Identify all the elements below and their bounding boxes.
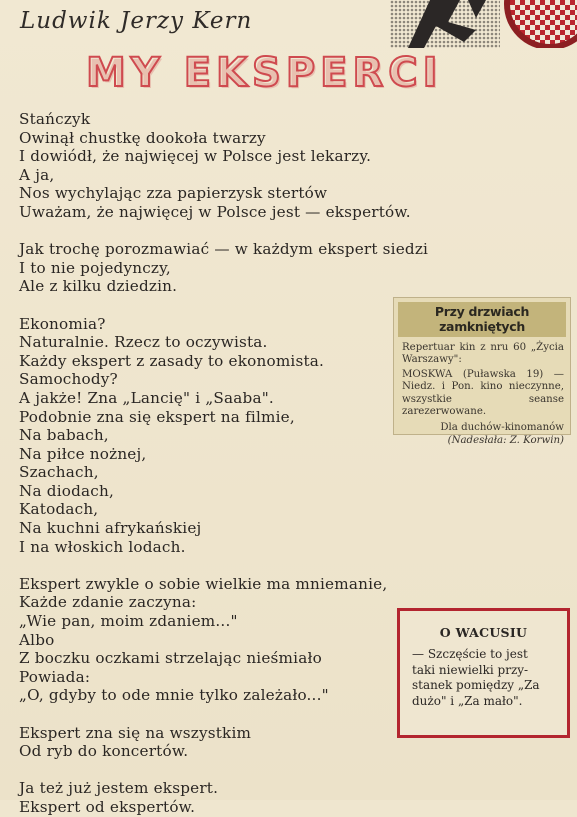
poem-line: Katodach, (19, 500, 99, 519)
poem-line: Ekonomia? (19, 314, 106, 333)
sidebar-box-credit: (Nadesłała: Z. Korwin) (447, 434, 564, 446)
poem-line: A jakże! Zna „Lancię" i „Saaba". (19, 388, 274, 407)
sidebar-box (393, 297, 571, 446)
poem-line: I dowiódł, że najwięcej w Polsce jest lekarzy. (19, 147, 372, 166)
author-name: Ludwik Jerzy Kern (20, 8, 253, 34)
poem-line: Od ryb do koncertów. (19, 742, 189, 761)
joke-box (397, 608, 570, 738)
sidebar-box-signature: Dla duchów-kinomanów (440, 422, 564, 434)
corner-illustration (390, 0, 577, 48)
poem-line: Owinął chustkę dookoła twarzy (19, 128, 266, 147)
poem-line: Na babach, (19, 426, 109, 445)
poem-line: Ekspert od ekspertów. (19, 797, 196, 816)
poem-line: Na kuchni afrykańskiej (19, 519, 202, 538)
poem-line: Z boczku oczkami strzelając nieśmiało (19, 649, 322, 668)
poem-line: Każde zdanie zaczyna: (19, 593, 197, 612)
stanza-break (19, 222, 399, 241)
poem-line: Naturalnie. Rzecz to oczywista. (19, 333, 268, 352)
joke-line: — Szczęście to jest (412, 647, 528, 661)
poem-line: Samochody? (19, 370, 118, 389)
poem-line: A ja, (19, 165, 55, 184)
poem-line: I to nie pojedynczy, (19, 258, 171, 277)
joke-box-heading: O WACUSIU (439, 625, 528, 640)
joke-line: dużo" i „Za mało". (412, 693, 523, 708)
poem-line: Ale z kilku dziedzin. (19, 277, 178, 296)
poem-line: I na włoskich lodach. (19, 537, 186, 556)
poem-line: Nos wychylając zza papierzysk stertów (19, 184, 328, 203)
poem-line: Podobnie zna się ekspert na filmie, (19, 407, 295, 426)
poem-line: Powiada: (19, 667, 91, 686)
poem-line: Jak trochę porozmawiać — w każdym ekspert siedzi (19, 240, 429, 259)
poem-line: Każdy ekspert z zasady to ekonomista. (19, 351, 325, 370)
poem-line: Ja też już jestem ekspert. (19, 779, 219, 798)
poem-line: Ekspert zna się na wszystkim (19, 723, 252, 742)
sidebar-box-paragraph: MOSKWA (Puławska 19) — Niedz. i Pon. kino nieczynne, wszystkie seanse zarezerwowane. (402, 368, 564, 418)
poem-line: Albo (19, 630, 55, 649)
stanza-break (19, 761, 399, 780)
poem-line: Szachach, (19, 463, 99, 482)
stanza-break (19, 296, 399, 315)
poem-line: „O, gdyby to ode mnie tylko zależało..." (19, 686, 329, 705)
joke-line: stanek pomiędzy „Za (412, 678, 540, 692)
poem-line: „Wie pan, moim zdaniem..." (19, 612, 238, 631)
poem-line: Uważam, że najwięcej w Polsce jest — ekspertów. (19, 202, 411, 221)
poem-line: Na diodach, (19, 481, 114, 500)
stanza-break (19, 556, 399, 575)
sidebar-box-paragraph: Repertuar kin z nru 60 „Życia Warszawy": (402, 342, 564, 366)
poem-text (19, 110, 429, 817)
poem-line: Ekspert zwykle o sobie wielkie ma mniemanie, (19, 574, 388, 593)
stanza-break (19, 705, 399, 724)
joke-line: taki niewielki przy- (412, 662, 529, 677)
poem-line: Stańczyk (19, 110, 91, 128)
poem-line: Na piłce nożnej, (19, 444, 147, 463)
article-title: MY EKSPERCI (86, 50, 443, 96)
sidebar-box-heading: Przy drzwiach zamkniętych (398, 302, 566, 337)
